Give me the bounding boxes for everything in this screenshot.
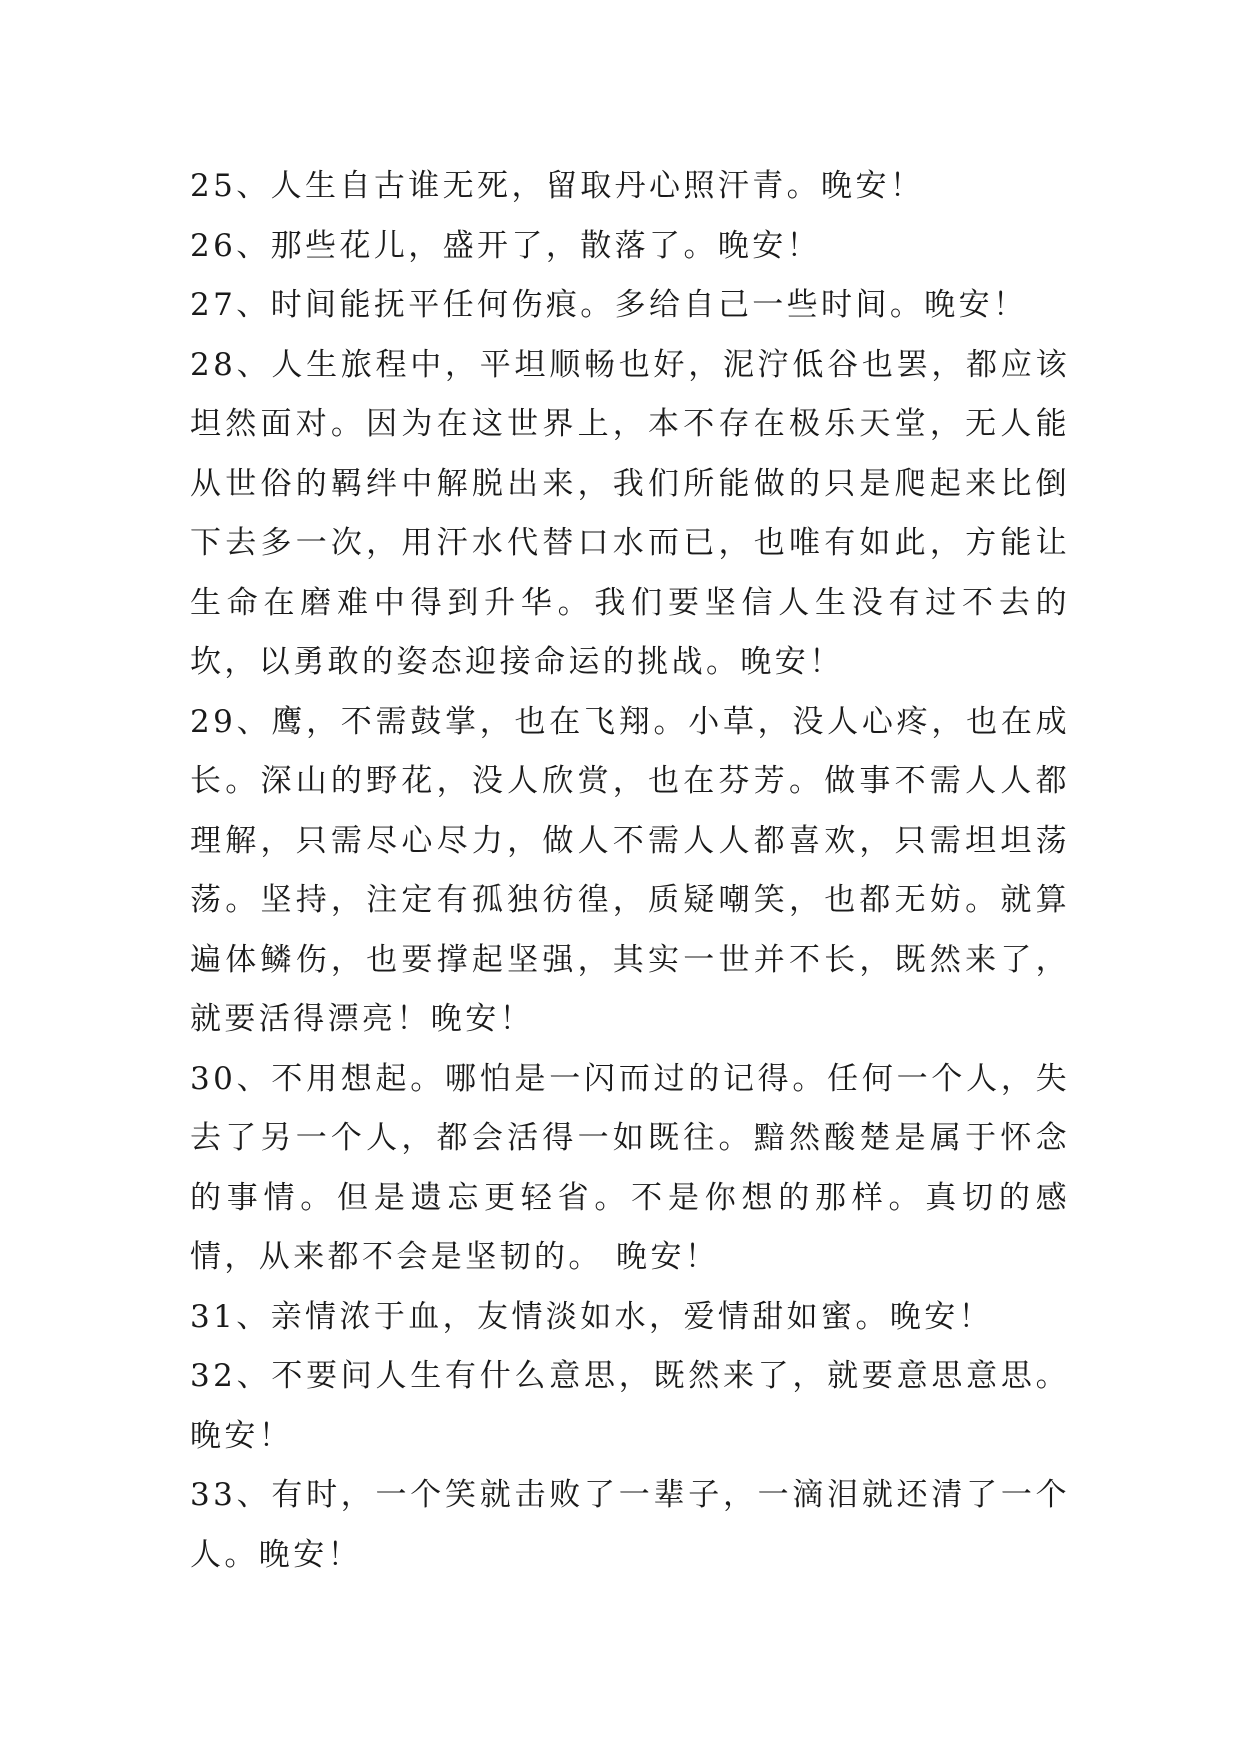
quote-item-29: 29、鹰，不需鼓掌，也在飞翔。小草，没人心疼，也在成长。深山的野花，没人欣赏，也在芬芳。做事不需人人都理解，只需尽心尽力，做人不需人人都喜欢，只需坦坦荡荡。坚持，注定有孤独彷徨，质疑嘲笑，也都无妨。就算遍体鳞伤，也要撑起坚强，其实一世并不长，既然来了，就要活得漂亮！晚安！ — [190, 703, 1070, 1037]
quote-item-25: 25、人生自古谁无死，留取丹心照汗青。晚安！ — [190, 168, 925, 204]
quote-item-26: 26、那些花儿，盛开了，散落了。晚安！ — [190, 227, 822, 264]
quote-item-32: 32、不要问人生有什么意思，既然来了，就要意思意思。晚安！ — [190, 1358, 1070, 1454]
document-body — [190, 157, 1070, 1585]
quote-item-30: 30、不用想起。哪怕是一闪而过的记得。任何一个人，失去了另一个人，都会活得一如既往。黯然酸楚是属于怀念的事情。但是遗忘更轻省。不是你想的那样。真切的感情，从来都不会是坚韧的。 晚安！ — [190, 1060, 1070, 1275]
quote-item-27: 27、时间能抚平任何伤痕。多给自己一些时间。晚安！ — [190, 287, 1028, 323]
quote-item-28: 28、人生旅程中，平坦顺畅也好，泥泞低谷也罢，都应该坦然面对。因为在这世界上，本不存在极乐天堂，无人能从世俗的羁绊中解脱出来，我们所能做的只是爬起来比倒下去多一次，用汗水代替口水而已，也唯有如此，方能让生命在磨难中得到升华。我们要坚信人生没有过不去的坎，以勇敢的姿态迎接命运的挑战。晚安！ — [190, 346, 1070, 680]
quote-item-31: 31、亲情浓于血，友情淡如水，爱情甜如蜜。晚安！ — [190, 1298, 994, 1335]
quote-item-33: 33、有时，一个笑就击败了一辈子，一滴泪就还清了一个人。晚安！ — [190, 1477, 1070, 1573]
